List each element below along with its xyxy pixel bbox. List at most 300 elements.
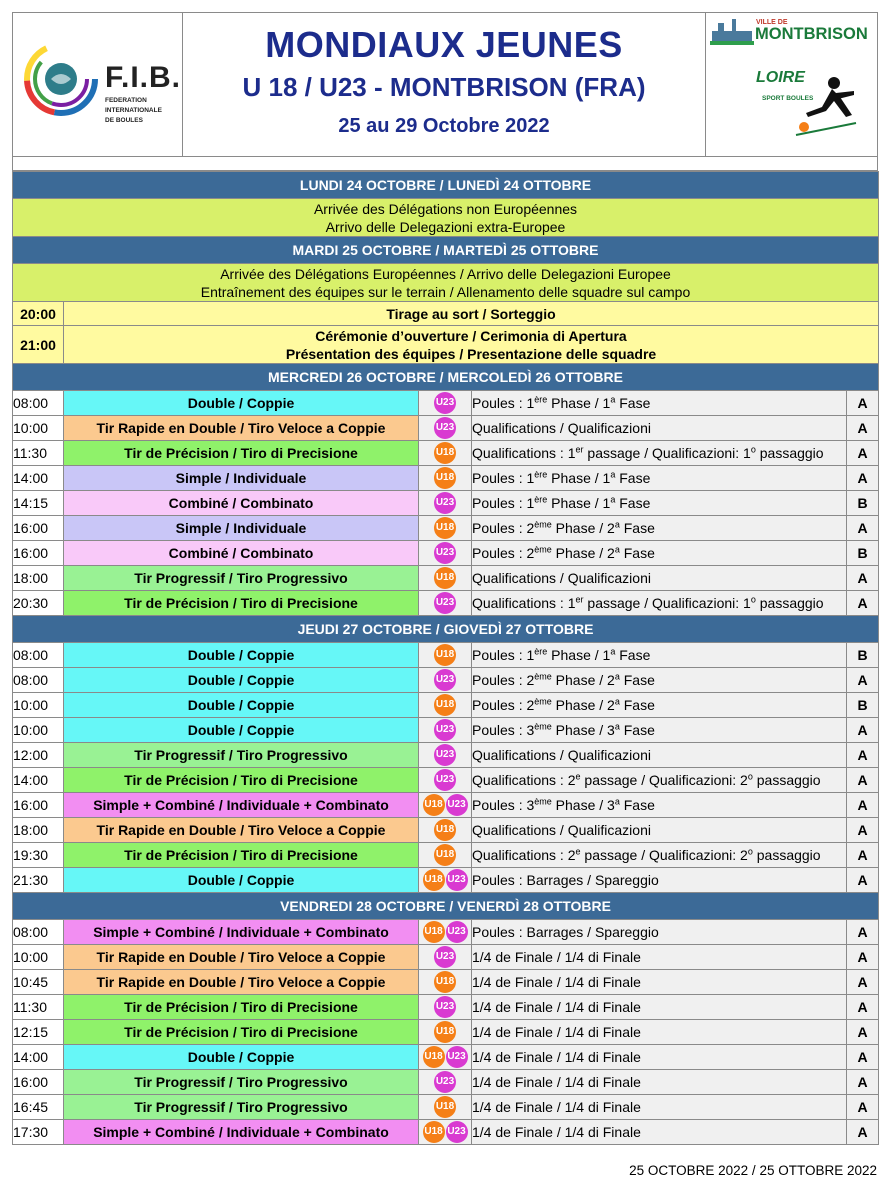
special-event-line: Cérémonie d’ouverture / Cerimonia di Apertura xyxy=(315,327,627,344)
event-row xyxy=(13,920,879,945)
time-cell: 20:00 xyxy=(13,302,64,326)
event-name-cell: Simple + Combiné / Individuale + Combinato xyxy=(64,793,419,818)
phase-text: passage / Qualificazioni: 1 xyxy=(583,445,751,461)
phase-cell xyxy=(472,416,847,441)
phase-ordinal-suffix: er xyxy=(575,444,584,455)
event-name-cell: Double / Coppie xyxy=(64,668,419,693)
group-cell: A xyxy=(847,768,879,793)
event-categories-location: U 18 / U23 - MONTBRISON (FRA) xyxy=(242,72,646,102)
phase-ordinal-suffix: a xyxy=(610,646,616,657)
special-event-row xyxy=(13,326,879,364)
loire-logo-text: LOIRE xyxy=(756,69,805,86)
phase-ordinal-suffix: a xyxy=(614,721,620,732)
phase-text: Qualifications / Qualificazioni xyxy=(472,570,651,586)
group-cell: A xyxy=(847,566,879,591)
phase-cell xyxy=(472,793,847,818)
u23-badge: U23 xyxy=(434,492,456,514)
category-badges-cell xyxy=(419,441,472,466)
phase-ordinal-suffix: a xyxy=(614,519,620,530)
sponsor-logos-panel xyxy=(705,13,877,156)
category-badges-cell xyxy=(419,1020,472,1045)
category-badges-cell xyxy=(419,466,472,491)
phase-text: Poules : 2 xyxy=(472,697,535,713)
event-name-cell: Simple / Individuale xyxy=(64,516,419,541)
phase-text: Fase xyxy=(615,470,651,486)
phase-text: Fase xyxy=(615,647,651,663)
group-cell: A xyxy=(847,1045,879,1070)
special-event-line: Présentation des équipes / Presentazione delle squadre xyxy=(285,345,657,362)
phase-cell xyxy=(472,466,847,491)
phase-ordinal-suffix: a xyxy=(614,796,620,807)
info-line: Arrivée des Délégations Européennes / Arrivo delle Delegazioni Europee xyxy=(220,265,671,282)
event-name-cell: Tir Progressif / Tiro Progressivo xyxy=(64,743,419,768)
phase-text: Qualifications : 2 xyxy=(472,847,576,863)
u18-badge: U18 xyxy=(434,1021,456,1043)
fib-logo-letters: F.I.B. xyxy=(105,61,182,94)
event-name-cell: Tir de Précision / Tiro di Precisione xyxy=(64,441,419,466)
u18-badge: U18 xyxy=(434,694,456,716)
phase-cell xyxy=(472,566,847,591)
event-name-cell: Double / Coppie xyxy=(64,718,419,743)
event-row xyxy=(13,566,879,591)
phase-text: Phase / 2 xyxy=(551,520,615,536)
group-cell: A xyxy=(847,416,879,441)
u23-badge: U23 xyxy=(446,869,468,891)
phase-cell xyxy=(472,1045,847,1070)
group-cell: A xyxy=(847,995,879,1020)
info-row xyxy=(13,199,879,237)
category-badges-cell xyxy=(419,1095,472,1120)
time-cell: 16:00 xyxy=(13,541,64,566)
phase-text: Phase / 1 xyxy=(547,495,611,511)
event-name-cell: Tir Progressif / Tiro Progressivo xyxy=(64,566,419,591)
category-badges-cell xyxy=(419,970,472,995)
event-name-cell: Tir de Précision / Tiro di Precisione xyxy=(64,591,419,616)
event-row xyxy=(13,768,879,793)
phase-text: 1/4 de Finale / 1/4 di Finale xyxy=(472,974,641,990)
montbrison-logo-text: MONTBRISON xyxy=(755,25,868,43)
phase-text: 1/4 de Finale / 1/4 di Finale xyxy=(472,949,641,965)
group-cell: B xyxy=(847,491,879,516)
schedule-table xyxy=(12,171,879,1145)
phase-text: Fase xyxy=(619,797,655,813)
day-header-row xyxy=(13,893,879,920)
phase-ordinal-suffix: ème xyxy=(534,796,552,807)
u18-badge: U18 xyxy=(434,567,456,589)
group-cell: A xyxy=(847,718,879,743)
category-badges-cell xyxy=(419,920,472,945)
time-cell: 10:00 xyxy=(13,718,64,743)
phase-text: passage / Qualificazioni: 1 xyxy=(583,595,751,611)
category-badges-cell xyxy=(419,591,472,616)
u23-badge: U23 xyxy=(434,996,456,1018)
phase-text: Phase / 3 xyxy=(551,722,615,738)
phase-text: 1/4 de Finale / 1/4 di Finale xyxy=(472,1099,641,1115)
phase-ordinal-suffix: a xyxy=(610,394,616,405)
u23-badge: U23 xyxy=(434,719,456,741)
phase-cell xyxy=(472,920,847,945)
category-badges-cell xyxy=(419,843,472,868)
day-header: MARDI 25 OCTOBRE / MARTEDÌ 25 OTTOBRE xyxy=(13,237,879,264)
group-cell: A xyxy=(847,743,879,768)
time-cell: 18:00 xyxy=(13,566,64,591)
phase-text: Poules : 3 xyxy=(472,797,535,813)
day-header-row xyxy=(13,237,879,264)
category-badges-cell xyxy=(419,391,472,416)
u18-badge: U18 xyxy=(423,1121,445,1143)
time-cell: 10:00 xyxy=(13,945,64,970)
phase-text: passage / Qualificazioni: 2 xyxy=(580,772,748,788)
fib-logo-text xyxy=(105,61,181,125)
event-row xyxy=(13,391,879,416)
phase-ordinal-suffix: ème xyxy=(534,696,552,707)
phase-text: 1/4 de Finale / 1/4 di Finale xyxy=(472,1024,641,1040)
time-cell: 16:00 xyxy=(13,516,64,541)
info-cell xyxy=(13,199,879,237)
time-cell: 10:45 xyxy=(13,970,64,995)
category-badges-cell xyxy=(419,1120,472,1145)
time-cell: 21:30 xyxy=(13,868,64,893)
phase-ordinal-suffix: a xyxy=(614,671,620,682)
phase-ordinal-suffix: e xyxy=(575,771,581,782)
phase-text: Qualifications / Qualificazioni xyxy=(472,747,651,763)
event-name-cell: Tir Rapide en Double / Tiro Veloce a Coppie xyxy=(64,818,419,843)
phase-text: 1/4 de Finale / 1/4 di Finale xyxy=(472,999,641,1015)
event-row xyxy=(13,416,879,441)
time-cell: 16:00 xyxy=(13,1070,64,1095)
time-cell: 08:00 xyxy=(13,391,64,416)
phase-cell xyxy=(472,668,847,693)
day-header: VENDREDI 28 OCTOBRE / VENERDÌ 28 OTTOBRE xyxy=(13,893,879,920)
phase-text: Poules : 2 xyxy=(472,520,535,536)
category-badges-cell xyxy=(419,1070,472,1095)
day-header-row xyxy=(13,364,879,391)
day-header: JEUDI 27 OCTOBRE / GIOVEDÌ 27 OTTOBRE xyxy=(13,616,879,643)
event-row xyxy=(13,466,879,491)
u18-badge: U18 xyxy=(434,442,456,464)
group-cell: A xyxy=(847,920,879,945)
event-row xyxy=(13,868,879,893)
u18-badge: U18 xyxy=(434,844,456,866)
phase-text: Phase / 2 xyxy=(551,697,615,713)
event-name-cell: Double / Coppie xyxy=(64,693,419,718)
event-row xyxy=(13,743,879,768)
phase-cell xyxy=(472,718,847,743)
phase-text: Fase xyxy=(619,545,655,561)
time-cell: 20:30 xyxy=(13,591,64,616)
day-header-row xyxy=(13,616,879,643)
phase-ordinal-suffix: ème xyxy=(534,519,552,530)
time-cell: 21:00 xyxy=(13,326,64,364)
event-name-cell: Double / Coppie xyxy=(64,868,419,893)
event-name-cell: Simple + Combiné / Individuale + Combinato xyxy=(64,920,419,945)
time-cell: 12:15 xyxy=(13,1020,64,1045)
time-cell: 18:00 xyxy=(13,818,64,843)
info-row xyxy=(13,264,879,302)
event-row xyxy=(13,643,879,668)
u18-badge: U18 xyxy=(423,1046,445,1068)
phase-cell xyxy=(472,970,847,995)
group-cell: A xyxy=(847,970,879,995)
event-dates: 25 au 29 Octobre 2022 xyxy=(338,115,550,137)
category-badges-cell xyxy=(419,768,472,793)
phase-text: Poules : 1 xyxy=(472,470,535,486)
group-cell: B xyxy=(847,541,879,566)
event-row xyxy=(13,1120,879,1145)
info-line: Entraînement des équipes sur le terrain / Allenamento delle squadre sul campo xyxy=(200,283,691,300)
phase-cell xyxy=(472,591,847,616)
phase-text: Phase / 2 xyxy=(551,545,615,561)
group-cell: A xyxy=(847,441,879,466)
phase-text: Phase / 1 xyxy=(547,470,611,486)
category-badges-cell xyxy=(419,793,472,818)
category-badges-cell xyxy=(419,566,472,591)
fib-subtitle-line3: DE BOULES xyxy=(105,117,143,124)
event-name-cell: Tir Rapide en Double / Tiro Veloce a Coppie xyxy=(64,416,419,441)
phase-cell xyxy=(472,541,847,566)
phase-cell xyxy=(472,491,847,516)
phase-cell xyxy=(472,1020,847,1045)
event-row xyxy=(13,970,879,995)
group-cell: A xyxy=(847,1095,879,1120)
phase-cell xyxy=(472,441,847,466)
phase-ordinal-suffix: ère xyxy=(534,646,548,657)
phase-ordinal-suffix: a xyxy=(614,696,620,707)
footer-date: 25 OCTOBRE 2022 / 25 OTTOBRE 2022 xyxy=(629,1163,877,1178)
special-event-line: Tirage au sort / Sorteggio xyxy=(386,305,556,322)
special-event-description xyxy=(64,302,879,326)
day-header-row xyxy=(13,172,879,199)
event-row xyxy=(13,516,879,541)
phase-cell xyxy=(472,693,847,718)
phase-text: Qualifications : 1 xyxy=(472,595,576,611)
u18-badge: U18 xyxy=(423,794,445,816)
time-cell: 19:30 xyxy=(13,843,64,868)
category-badges-cell xyxy=(419,541,472,566)
time-cell: 08:00 xyxy=(13,668,64,693)
category-badges-cell xyxy=(419,995,472,1020)
event-name-cell: Tir de Précision / Tiro di Precisione xyxy=(64,843,419,868)
phase-text: passaggio xyxy=(752,772,821,788)
u23-badge: U23 xyxy=(434,946,456,968)
group-cell: B xyxy=(847,693,879,718)
category-badges-cell xyxy=(419,743,472,768)
event-row xyxy=(13,1070,879,1095)
phase-cell xyxy=(472,945,847,970)
u18-badge: U18 xyxy=(434,517,456,539)
fib-logo-icon xyxy=(19,33,109,143)
phase-text: Phase / 1 xyxy=(547,647,611,663)
u18-badge: U18 xyxy=(423,869,445,891)
phase-text: Poules : 1 xyxy=(472,495,535,511)
special-event-description xyxy=(64,326,879,364)
u18-badge: U18 xyxy=(434,644,456,666)
group-cell: B xyxy=(847,643,879,668)
phase-text: Fase xyxy=(619,697,655,713)
group-cell: A xyxy=(847,868,879,893)
event-row xyxy=(13,818,879,843)
phase-text: passaggio xyxy=(755,445,824,461)
group-cell: A xyxy=(847,668,879,693)
u23-badge: U23 xyxy=(446,1046,468,1068)
event-name-cell: Tir Rapide en Double / Tiro Veloce a Coppie xyxy=(64,945,419,970)
phase-ordinal-suffix: ème xyxy=(534,671,552,682)
category-badges-cell xyxy=(419,945,472,970)
phase-cell xyxy=(472,1120,847,1145)
phase-text: 1/4 de Finale / 1/4 di Finale xyxy=(472,1049,641,1065)
phase-ordinal-suffix: o xyxy=(750,444,756,455)
event-name-cell: Double / Coppie xyxy=(64,643,419,668)
phase-text: passage / Qualificazioni: 2 xyxy=(580,847,748,863)
phase-ordinal-suffix: o xyxy=(747,846,753,857)
u18-badge: U18 xyxy=(434,819,456,841)
phase-ordinal-suffix: a xyxy=(610,469,616,480)
group-cell: A xyxy=(847,793,879,818)
phase-text: Poules : Barrages / Spareggio xyxy=(472,924,659,940)
phase-text: Phase / 3 xyxy=(551,797,615,813)
phase-text: Qualifications / Qualificazioni xyxy=(472,822,651,838)
day-header: MERCREDI 26 OCTOBRE / MERCOLEDÌ 26 OTTOBRE xyxy=(13,364,879,391)
event-row xyxy=(13,693,879,718)
fib-logo-panel xyxy=(13,13,183,156)
event-name-cell: Tir de Précision / Tiro di Precisione xyxy=(64,995,419,1020)
info-line: Arrivée des Délégations non Européennes xyxy=(313,200,578,217)
phase-cell xyxy=(472,995,847,1020)
phase-text: Poules : 3 xyxy=(472,722,535,738)
phase-cell xyxy=(472,391,847,416)
event-row xyxy=(13,491,879,516)
u23-badge: U23 xyxy=(434,744,456,766)
group-cell: A xyxy=(847,1120,879,1145)
group-cell: A xyxy=(847,466,879,491)
event-name-cell: Simple / Individuale xyxy=(64,466,419,491)
phase-ordinal-suffix: a xyxy=(610,494,616,505)
event-name-cell: Simple + Combiné / Individuale + Combinato xyxy=(64,1120,419,1145)
u23-badge: U23 xyxy=(434,1071,456,1093)
phase-text: Fase xyxy=(619,520,655,536)
u23-badge: U23 xyxy=(434,542,456,564)
phase-ordinal-suffix: a xyxy=(614,544,620,555)
phase-text: Fase xyxy=(619,722,655,738)
u18-badge: U18 xyxy=(434,467,456,489)
time-cell: 12:00 xyxy=(13,743,64,768)
u18-badge: U18 xyxy=(434,1096,456,1118)
phase-ordinal-suffix: ère xyxy=(534,394,548,405)
phase-ordinal-suffix: ème xyxy=(534,544,552,555)
event-row xyxy=(13,945,879,970)
u23-badge: U23 xyxy=(446,1121,468,1143)
time-cell: 14:00 xyxy=(13,466,64,491)
event-name-cell: Double / Coppie xyxy=(64,1045,419,1070)
event-name-cell: Tir de Précision / Tiro di Precisione xyxy=(64,1020,419,1045)
u23-badge: U23 xyxy=(434,669,456,691)
u23-badge: U23 xyxy=(434,592,456,614)
day-header: LUNDI 24 OCTOBRE / LUNEDÌ 24 OTTOBRE xyxy=(13,172,879,199)
event-row xyxy=(13,793,879,818)
phase-text: Qualifications : 1 xyxy=(472,445,576,461)
group-cell: A xyxy=(847,516,879,541)
phase-cell xyxy=(472,743,847,768)
time-cell: 08:00 xyxy=(13,643,64,668)
phase-text: Fase xyxy=(619,672,655,688)
event-name-cell: Tir de Précision / Tiro di Precisione xyxy=(64,768,419,793)
phase-ordinal-suffix: er xyxy=(575,594,584,605)
phase-text: passaggio xyxy=(755,595,824,611)
phase-cell xyxy=(472,516,847,541)
u18-badge: U18 xyxy=(423,921,445,943)
montbrison-town-icon xyxy=(710,17,754,47)
phase-text: Phase / 1 xyxy=(547,395,611,411)
event-row xyxy=(13,1020,879,1045)
group-cell: A xyxy=(847,843,879,868)
category-badges-cell xyxy=(419,643,472,668)
time-cell: 11:30 xyxy=(13,441,64,466)
time-cell: 10:00 xyxy=(13,416,64,441)
category-badges-cell xyxy=(419,693,472,718)
title-block xyxy=(183,13,705,156)
phase-text: 1/4 de Finale / 1/4 di Finale xyxy=(472,1124,641,1140)
phase-text: Fase xyxy=(615,495,651,511)
category-badges-cell xyxy=(419,818,472,843)
phase-text: Poules : 2 xyxy=(472,672,535,688)
phase-ordinal-suffix: ème xyxy=(534,721,552,732)
phase-cell xyxy=(472,1070,847,1095)
category-badges-cell xyxy=(419,718,472,743)
category-badges-cell xyxy=(419,868,472,893)
u23-badge: U23 xyxy=(434,392,456,414)
special-event-row xyxy=(13,302,879,326)
event-row xyxy=(13,668,879,693)
group-cell: A xyxy=(847,945,879,970)
event-name-cell: Combiné / Combinato xyxy=(64,541,419,566)
event-name-cell: Tir Progressif / Tiro Progressivo xyxy=(64,1070,419,1095)
u23-badge: U23 xyxy=(446,921,468,943)
u23-badge: U23 xyxy=(434,769,456,791)
event-row xyxy=(13,843,879,868)
event-name-cell: Tir Rapide en Double / Tiro Veloce a Coppie xyxy=(64,970,419,995)
event-row xyxy=(13,718,879,743)
phase-text: Poules : 2 xyxy=(472,545,535,561)
event-row xyxy=(13,591,879,616)
event-name-cell: Tir Progressif / Tiro Progressivo xyxy=(64,1095,419,1120)
time-cell: 10:00 xyxy=(13,693,64,718)
event-row xyxy=(13,541,879,566)
phase-text: Poules : Barrages / Spareggio xyxy=(472,872,659,888)
info-cell xyxy=(13,264,879,302)
event-row xyxy=(13,995,879,1020)
group-cell: A xyxy=(847,391,879,416)
time-cell: 16:45 xyxy=(13,1095,64,1120)
group-cell: A xyxy=(847,591,879,616)
phase-ordinal-suffix: o xyxy=(747,771,753,782)
group-cell: A xyxy=(847,1020,879,1045)
phase-text: Qualifications : 2 xyxy=(472,772,576,788)
phase-cell xyxy=(472,768,847,793)
phase-text: Poules : 1 xyxy=(472,395,535,411)
group-cell: A xyxy=(847,818,879,843)
event-title: MONDIAUX JEUNES xyxy=(265,24,623,65)
phase-text: Poules : 1 xyxy=(472,647,535,663)
category-badges-cell xyxy=(419,416,472,441)
phase-cell xyxy=(472,818,847,843)
fib-subtitle-line2: INTERNATIONALE xyxy=(105,107,162,114)
time-cell: 14:00 xyxy=(13,1045,64,1070)
phase-ordinal-suffix: e xyxy=(575,846,581,857)
phase-cell xyxy=(472,843,847,868)
phase-text: Fase xyxy=(615,395,651,411)
time-cell: 08:00 xyxy=(13,920,64,945)
phase-ordinal-suffix: o xyxy=(750,594,756,605)
